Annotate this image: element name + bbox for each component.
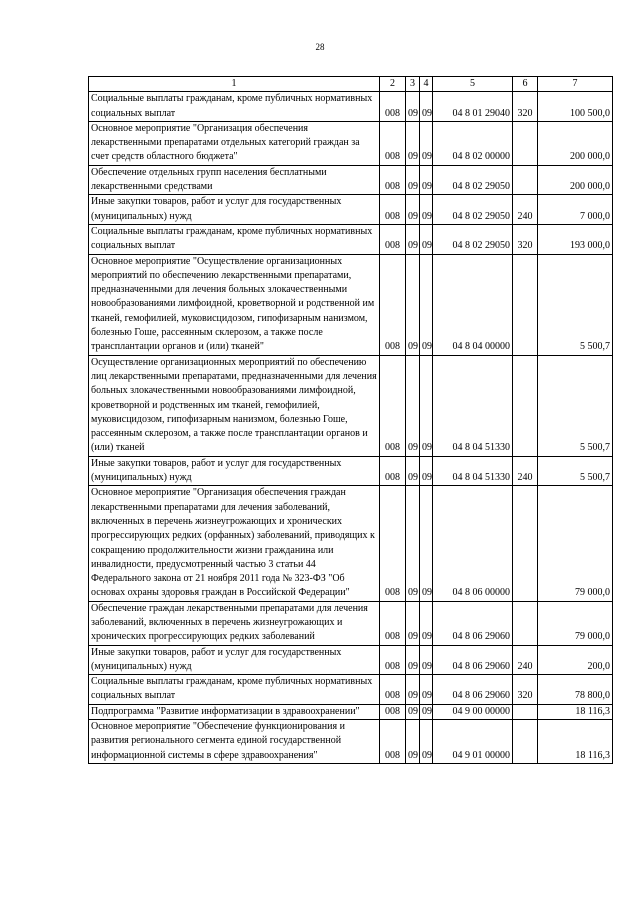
column-header-amount: 7 xyxy=(538,77,613,92)
subsection-code-cell: 09 xyxy=(420,121,433,165)
ministry-code-cell: 008 xyxy=(380,456,406,486)
subsection-code-cell: 09 xyxy=(420,720,433,764)
amount-cell: 193 000,0 xyxy=(538,224,613,254)
section-code-cell: 09 xyxy=(406,254,420,355)
expense-type-cell: 240 xyxy=(513,195,538,225)
amount-cell: 7 000,0 xyxy=(538,195,613,225)
subsection-code-cell: 09 xyxy=(420,195,433,225)
table-row xyxy=(89,720,613,764)
expense-type-cell xyxy=(513,486,538,601)
table-row xyxy=(89,704,613,719)
subsection-code-cell: 09 xyxy=(420,254,433,355)
amount-cell: 5 500,7 xyxy=(538,355,613,456)
target-article-cell: 04 9 01 00000 xyxy=(433,720,513,764)
section-code-cell: 09 xyxy=(406,704,420,719)
budget-table xyxy=(88,76,613,764)
row-name-cell: Иные закупки товаров, работ и услуг для государственных (муниципальных) нужд xyxy=(89,456,380,486)
section-code-cell: 09 xyxy=(406,456,420,486)
row-name-cell: Обеспечение граждан лекарственными препаратами для лечения заболеваний, включенных в перечень жизнеугрожающих и хронических прогрессирующих редких заболеваний xyxy=(89,601,380,645)
row-name-cell: Основное мероприятие "Организация обеспечения лекарственными препаратами отдельных категорий граждан за счет средств областного бюджета" xyxy=(89,121,380,165)
expense-type-cell: 240 xyxy=(513,456,538,486)
column-header-section: 3 xyxy=(406,77,420,92)
ministry-code-cell: 008 xyxy=(380,165,406,195)
target-article-cell: 04 8 06 29060 xyxy=(433,601,513,645)
row-name-cell: Социальные выплаты гражданам, кроме публичных нормативных социальных выплат xyxy=(89,92,380,122)
expense-type-cell: 320 xyxy=(513,675,538,705)
expense-type-cell: 320 xyxy=(513,92,538,122)
row-name-cell: Подпрограмма "Развитие информатизации в здравоохранении" xyxy=(89,704,380,719)
target-article-cell: 04 8 06 29060 xyxy=(433,675,513,705)
subsection-code-cell: 09 xyxy=(420,601,433,645)
target-article-cell: 04 9 00 00000 xyxy=(433,704,513,719)
row-name-cell: Основное мероприятие "Обеспечение функционирования и развития регионального сегмента единой государственной информационной системы в сфере здравоохранения" xyxy=(89,720,380,764)
amount-cell: 79 000,0 xyxy=(538,486,613,601)
target-article-cell: 04 8 06 29060 xyxy=(433,645,513,675)
amount-cell: 200 000,0 xyxy=(538,165,613,195)
target-article-cell: 04 8 02 00000 xyxy=(433,121,513,165)
subsection-code-cell: 09 xyxy=(420,355,433,456)
amount-cell: 18 116,3 xyxy=(538,720,613,764)
subsection-code-cell: 09 xyxy=(420,704,433,719)
subsection-code-cell: 09 xyxy=(420,456,433,486)
table-row xyxy=(89,92,613,122)
ministry-code-cell: 008 xyxy=(380,254,406,355)
ministry-code-cell: 008 xyxy=(380,92,406,122)
column-header-target-article: 5 xyxy=(433,77,513,92)
subsection-code-cell: 09 xyxy=(420,645,433,675)
expense-type-cell xyxy=(513,720,538,764)
row-name-cell: Социальные выплаты гражданам, кроме публичных нормативных социальных выплат xyxy=(89,675,380,705)
target-article-cell: 04 8 01 29040 xyxy=(433,92,513,122)
row-name-cell: Основное мероприятие "Организация обеспечения граждан лекарственными препаратами для лечения заболеваний, включенных в перечень жизнеугрожающих и хронических прогрессирующих редких (орфанных) заболеваний, приводящих к сокращению продолжительности жизни гражданина или инвалидности, предусмотренный частью 3 статьи 44 Федерального закона от 21 ноября 2011 года № 323-ФЗ "Об основах охраны здоровья граждан в Российской Федерации" xyxy=(89,486,380,601)
section-code-cell: 09 xyxy=(406,486,420,601)
section-code-cell: 09 xyxy=(406,720,420,764)
table-row xyxy=(89,601,613,645)
row-name-cell: Осуществление организационных мероприятий по обеспечению лиц лекарственными препаратами, предназначенными для лечения больных злокачественными новообразованиями лимфоидной, кроветворной и родственных им тканей, гемофилией, муковисцидозом, гипофизарным нанизмом, болезнью Гоше, рассеянным склерозом, а также после трансплантации органов и (или) тканей xyxy=(89,355,380,456)
amount-cell: 78 800,0 xyxy=(538,675,613,705)
expense-type-cell xyxy=(513,355,538,456)
section-code-cell: 09 xyxy=(406,645,420,675)
target-article-cell: 04 8 02 29050 xyxy=(433,165,513,195)
target-article-cell: 04 8 02 29050 xyxy=(433,195,513,225)
table-header-row xyxy=(89,77,613,92)
expense-type-cell xyxy=(513,601,538,645)
ministry-code-cell: 008 xyxy=(380,121,406,165)
ministry-code-cell: 008 xyxy=(380,675,406,705)
ministry-code-cell: 008 xyxy=(380,355,406,456)
target-article-cell: 04 8 06 00000 xyxy=(433,486,513,601)
amount-cell: 100 500,0 xyxy=(538,92,613,122)
table-row xyxy=(89,456,613,486)
expense-type-cell: 240 xyxy=(513,645,538,675)
section-code-cell: 09 xyxy=(406,355,420,456)
ministry-code-cell: 008 xyxy=(380,704,406,719)
section-code-cell: 09 xyxy=(406,195,420,225)
row-name-cell: Основное мероприятие "Осуществление организационных мероприятий по обеспечению лекарственными препаратами, предназначенными для лечения больных злокачественными новообразованиями лимфоидной, кроветворной и родственной им тканей, гемофилией, муковисцидозом, гипофизарным нанизмом, болезнью Гоше, рассеянным склерозом, а также после трансплантации органов и (или) тканей" xyxy=(89,254,380,355)
ministry-code-cell: 008 xyxy=(380,720,406,764)
target-article-cell: 04 8 04 00000 xyxy=(433,254,513,355)
section-code-cell: 09 xyxy=(406,121,420,165)
subsection-code-cell: 09 xyxy=(420,486,433,601)
row-name-cell: Иные закупки товаров, работ и услуг для государственных (муниципальных) нужд xyxy=(89,195,380,225)
section-code-cell: 09 xyxy=(406,224,420,254)
expense-type-cell xyxy=(513,165,538,195)
target-article-cell: 04 8 02 29050 xyxy=(433,224,513,254)
row-name-cell: Иные закупки товаров, работ и услуг для государственных (муниципальных) нужд xyxy=(89,645,380,675)
amount-cell: 200,0 xyxy=(538,645,613,675)
row-name-cell: Социальные выплаты гражданам, кроме публичных нормативных социальных выплат xyxy=(89,224,380,254)
subsection-code-cell: 09 xyxy=(420,224,433,254)
amount-cell: 18 116,3 xyxy=(538,704,613,719)
section-code-cell: 09 xyxy=(406,601,420,645)
table-row xyxy=(89,121,613,165)
table-row xyxy=(89,675,613,705)
table-row xyxy=(89,165,613,195)
target-article-cell: 04 8 04 51330 xyxy=(433,355,513,456)
table-row xyxy=(89,195,613,225)
table-row xyxy=(89,355,613,456)
amount-cell: 79 000,0 xyxy=(538,601,613,645)
ministry-code-cell: 008 xyxy=(380,486,406,601)
section-code-cell: 09 xyxy=(406,92,420,122)
table-row xyxy=(89,254,613,355)
subsection-code-cell: 09 xyxy=(420,675,433,705)
amount-cell: 5 500,7 xyxy=(538,456,613,486)
amount-cell: 5 500,7 xyxy=(538,254,613,355)
table-row xyxy=(89,486,613,601)
subsection-code-cell: 09 xyxy=(420,165,433,195)
expense-type-cell xyxy=(513,121,538,165)
ministry-code-cell: 008 xyxy=(380,601,406,645)
column-header-ministry: 2 xyxy=(380,77,406,92)
column-header-name: 1 xyxy=(89,77,380,92)
expense-type-cell: 320 xyxy=(513,224,538,254)
ministry-code-cell: 008 xyxy=(380,224,406,254)
ministry-code-cell: 008 xyxy=(380,645,406,675)
expense-type-cell xyxy=(513,254,538,355)
section-code-cell: 09 xyxy=(406,675,420,705)
target-article-cell: 04 8 04 51330 xyxy=(433,456,513,486)
row-name-cell: Обеспечение отдельных групп населения бесплатными лекарственными средствами xyxy=(89,165,380,195)
column-header-subsection: 4 xyxy=(420,77,433,92)
column-header-expense-type: 6 xyxy=(513,77,538,92)
table-row xyxy=(89,224,613,254)
subsection-code-cell: 09 xyxy=(420,92,433,122)
ministry-code-cell: 008 xyxy=(380,195,406,225)
section-code-cell: 09 xyxy=(406,165,420,195)
expense-type-cell xyxy=(513,704,538,719)
table-row xyxy=(89,645,613,675)
amount-cell: 200 000,0 xyxy=(538,121,613,165)
page-number: 28 xyxy=(315,42,325,52)
